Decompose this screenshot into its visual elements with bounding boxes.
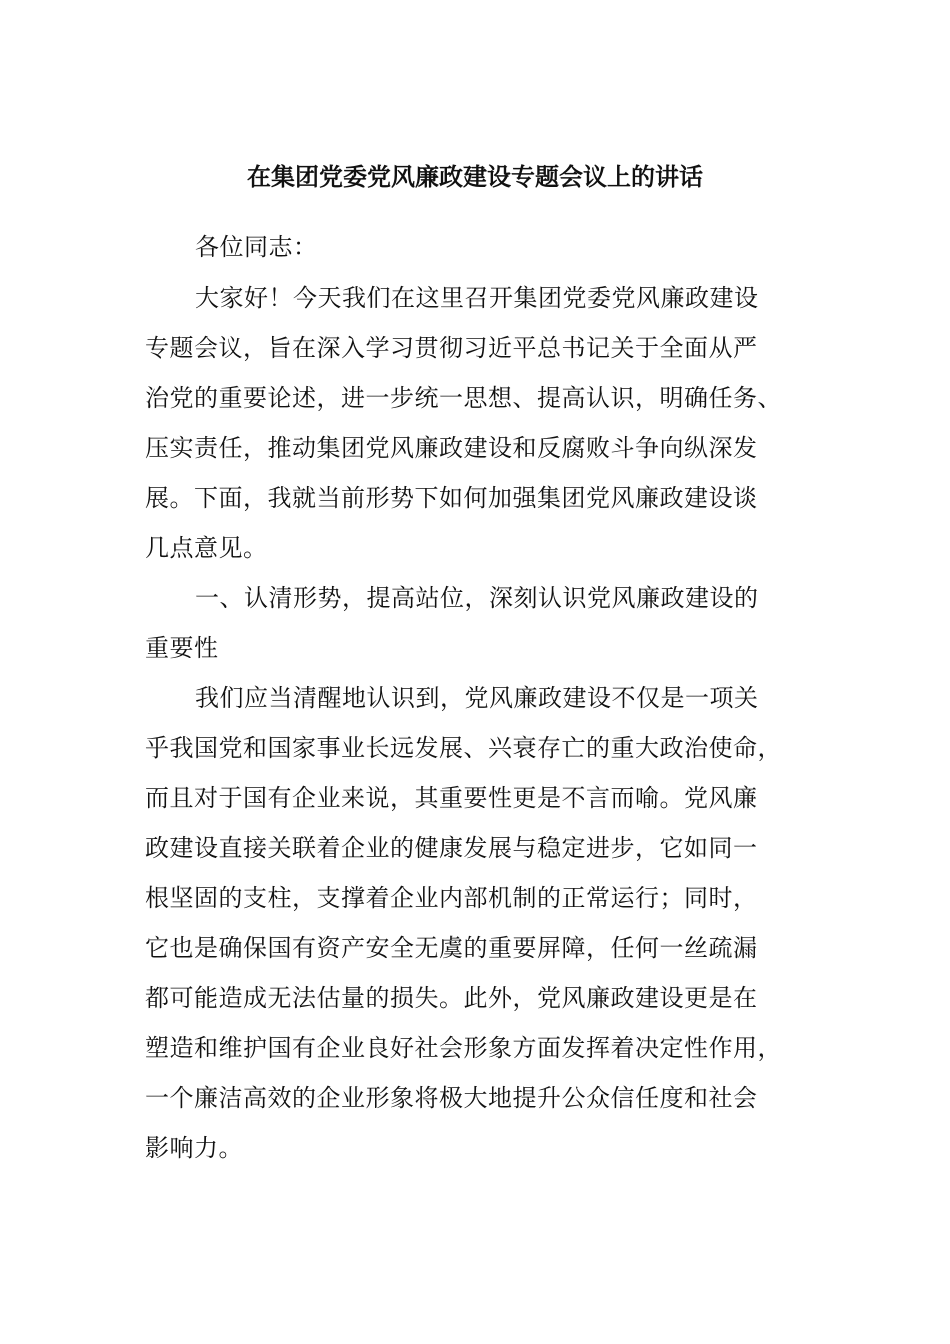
paragraph-line: 几点意见。	[145, 534, 268, 562]
paragraph-line: 一个廉洁高效的企业形象将极大地提升公众信任度和社会	[145, 1084, 758, 1112]
paragraph-line: 而且对于国有企业来说，其重要性更是不言而喻。党风廉	[145, 784, 758, 812]
paragraph-line: 政建设直接关联着企业的健康发展与稳定进步，它如同一	[145, 834, 758, 862]
paragraph-line: 大家好！今天我们在这里召开集团党委党风廉政建设	[195, 284, 759, 312]
paragraph-line: 根坚固的支柱，支撑着企业内部机制的正常运行；同时，	[145, 884, 758, 912]
paragraph-line: 它也是确保国有资产安全无虞的重要屏障，任何一丝疏漏	[145, 934, 758, 962]
section-heading-line: 一、认清形势，提高站位，深刻认识党风廉政建设的	[195, 584, 759, 612]
paragraph-line: 都可能造成无法估量的损失。此外，党风廉政建设更是在	[145, 984, 758, 1012]
paragraph-line: 影响力。	[145, 1134, 243, 1162]
paragraph-line: 专题会议，旨在深入学习贯彻习近平总书记关于全面从严	[145, 334, 758, 362]
document-title: 在集团党委党风廉政建设专题会议上的讲话	[247, 163, 703, 191]
paragraph-line: 我们应当清醒地认识到，党风廉政建设不仅是一项关	[195, 684, 759, 712]
salutation: 各位同志：	[195, 233, 318, 261]
paragraph-line: 乎我国党和国家事业长远发展、兴衰存亡的重大政治使命，	[145, 734, 782, 762]
paragraph-line: 展。下面，我就当前形势下如何加强集团党风廉政建设谈	[145, 484, 758, 512]
paragraph-line: 压实责任，推动集团党风廉政建设和反腐败斗争向纵深发	[145, 434, 758, 462]
paragraph-line: 治党的重要论述，进一步统一思想、提高认识，明确任务、	[145, 384, 782, 412]
paragraph-line: 塑造和维护国有企业良好社会形象方面发挥着决定性作用，	[145, 1034, 782, 1062]
section-heading-line: 重要性	[145, 634, 219, 662]
